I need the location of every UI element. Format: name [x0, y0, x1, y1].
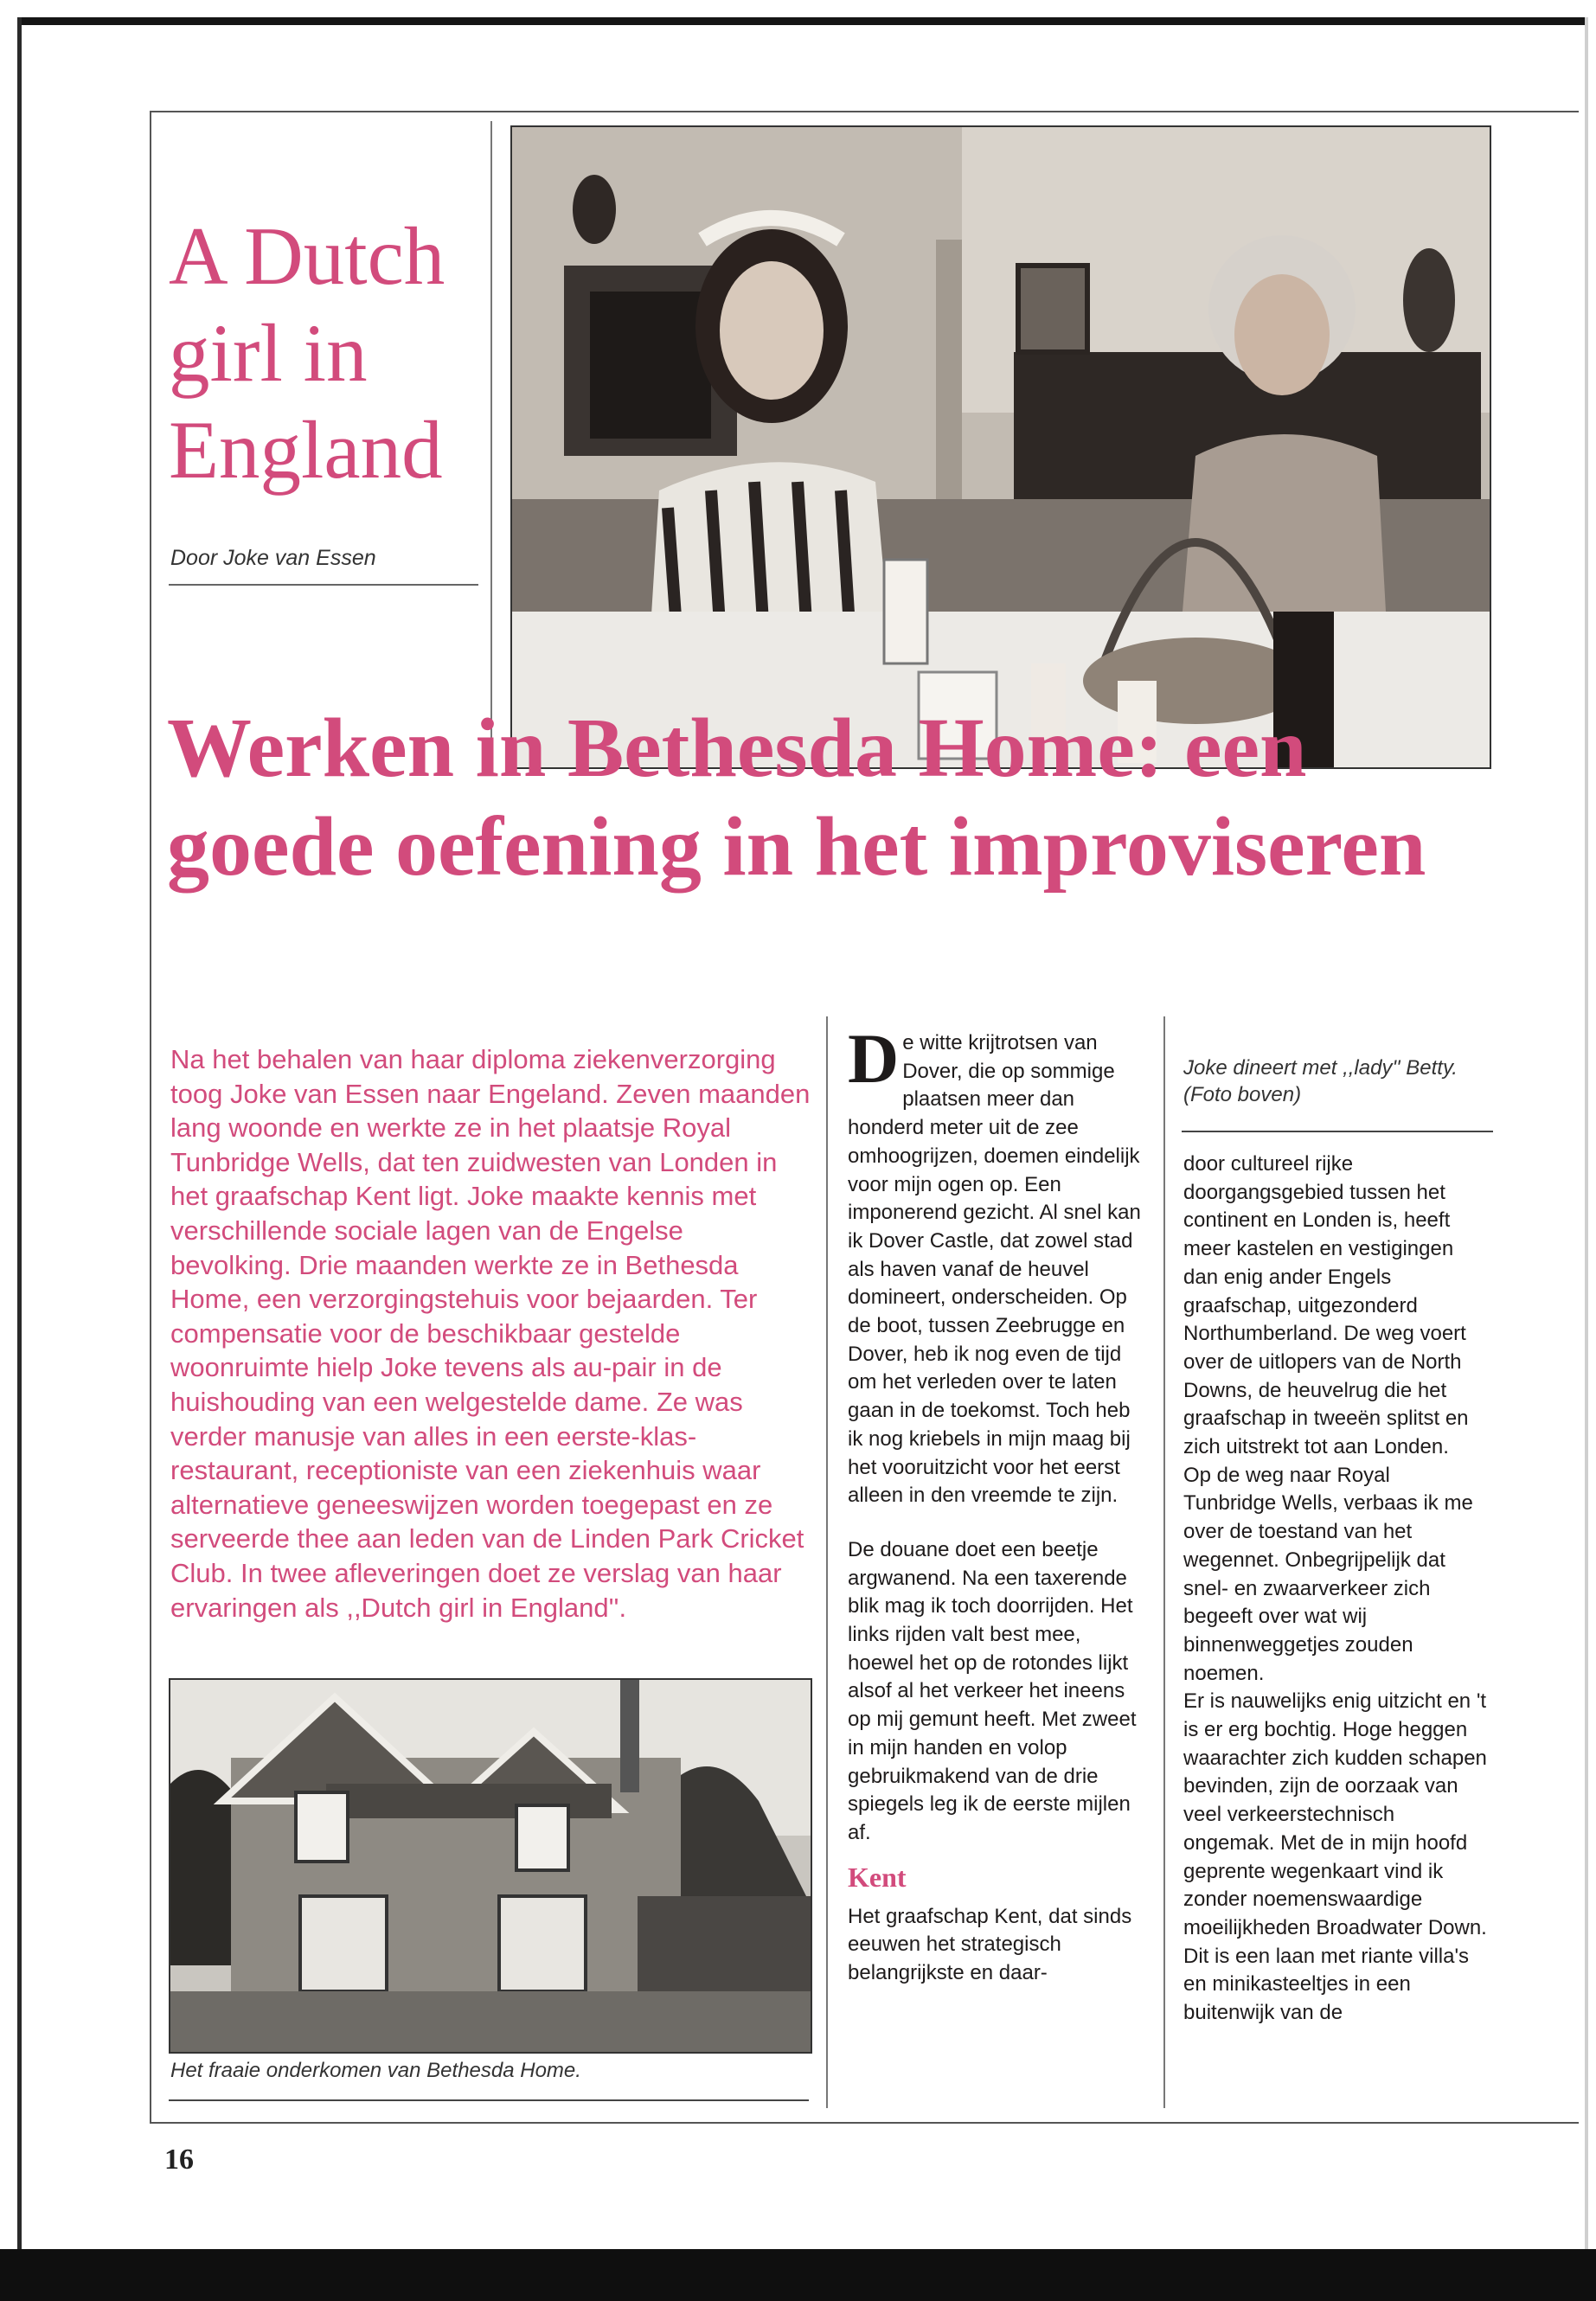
byline-rule [169, 584, 478, 586]
paragraph-douane: De douane doet een beetje argwanend. Na een taxerende blik mag ik toch doorrijden. Het links rijden valt best mee, hoewel het op de rotondes lijkt alsof al het verkeer het ineens op mij gemunt heeft. Met zweet in mijn handen en volop gebruikmakend van de drie spiegels leg ik de eerste mijlen af. [848, 1537, 1137, 1844]
caption-dinner: Joke dineert met ,,lady'' Betty. (Foto boven) [1183, 1056, 1458, 1106]
page-frame-left [150, 111, 151, 2122]
caption-bethesda-home: Het fraaie onderkomen van Bethesda Home. [170, 2059, 581, 2082]
photo-bethesda-home-illustration [170, 1680, 811, 2052]
paragraph-cultureel: door cultureel rijke doorgangsgebied tussen het continent en Londen is, heeft meer kastelen en vestigingen dan enig ander Engels graafschap, uitgezonderd Northumberland. De weg voert over de uitlopers van de North Downs, de heuvelrug die het graafschap in tweeën splitst en zich uitstrekt tot aan Londen. [1183, 1152, 1469, 1459]
scan-edge-bottom [0, 2249, 1596, 2301]
divider-kicker [490, 121, 492, 766]
page-number: 16 [164, 2144, 194, 2176]
photo-dinner [510, 125, 1491, 769]
caption-rule-bottom [169, 2099, 809, 2101]
paragraph-kent: Het graafschap Kent, dat sinds eeuwen het strategisch belangrijkste en daar- [848, 1904, 1132, 1985]
byline: Door Joke van Essen [170, 546, 376, 570]
divider-column-1 [826, 1016, 828, 2108]
subhead-kent: Kent [848, 1861, 907, 1893]
headline: Werken in Bethesda Home: een goede oefening in het improviseren [167, 702, 1426, 894]
article-column-1 [848, 1019, 1151, 1988]
paragraph-uitzicht: Er is nauwelijks enig uitzicht en 't is er erg bochtig. Hoge heggen waarachter zich kudden schapen bevinden, zijn de oorzaak van veel verkeerstechnisch ongemak. Met de in mijn hoofd geprente wegenkaart vind ik zonder noemenswaardige moeilijkheden Broadwater Down. Dit is een laan met riante villa's en minikasteeltjes in een buitenwijk van de [1183, 1689, 1487, 2025]
paragraph-weg: Op de weg naar Royal Tunbridge Wells, verbaas ik me over de toestand van het wegennet. Onbegrijpelijk dat snel- en zwaarverkeer zich begeeft over wat wij binnenweggetjes zouden noemen. [1183, 1463, 1473, 1685]
dropcap: D [848, 1019, 900, 1098]
paragraph-gap [848, 1510, 1151, 1536]
divider-column-2 [1163, 1016, 1165, 2108]
scan-edge-right [1585, 17, 1588, 2258]
scan-edge-left [17, 17, 22, 2258]
intro-text: Na het behalen van haar diploma ziekenverzorging toog Joke van Essen naar Engeland. Zeven maanden lang woonde en werkte ze in het plaatsje Royal Tunbridge Wells, dat ten zuidwesten van Londen in het graafschap Kent ligt. Joke maakte kennis met verschillende sociale lagen van de Engelse bevolking. Drie maanden werkte ze in Bethesda Home, een verzorgingstehuis voor bejaarden. Ter compensatie voor de beschikbaar gestelde woonruimte hielp Joke tevens als au-pair in de huishouding van een welgestelde dame. Ze was verder manusje van alles in een eerste-klas-restaurant, receptioniste van een ziekenhuis waar alternatieve geneeswijzen worden toegepast en ze serveerde thee aan leden van de Linden Park Cricket Club. In twee afleveringen doet ze verslag van haar ervaringen als ,,Dutch girl in England''. [170, 1044, 811, 1623]
scan-edge-top [19, 17, 1585, 25]
caption-rule-top [1182, 1131, 1493, 1132]
article-column-2 [1183, 1150, 1488, 2028]
kicker-title: A Dutch girl in England [169, 210, 445, 496]
paragraph-opening-text: e witte krijtrotsen van Dover, die op sommige plaatsen meer dan honderd meter uit de zee omhoogrijzen, doemen eindelijk voor mijn ogen op. Een imponerend gezicht. Al snel kan ik Dover Castle, dat zowel stad als haven vanaf de heuvel domineert, onderscheiden. Op de boot, tussen Zeebrugge en Dover, heb ik nog even de tijd om het verleden over te laten gaan in de toekomst. Toch heb ik nog kriebels in mijn maag bij het vooruitzicht voor het eerst alleen in den vreemde te zijn. [848, 1031, 1141, 1508]
paragraph-opening [848, 1019, 1151, 1510]
photo-dinner-illustration [512, 127, 1490, 767]
photo-bethesda-home [169, 1678, 812, 2054]
page-frame-top [150, 111, 1579, 112]
page-frame-bottom [150, 2122, 1579, 2124]
